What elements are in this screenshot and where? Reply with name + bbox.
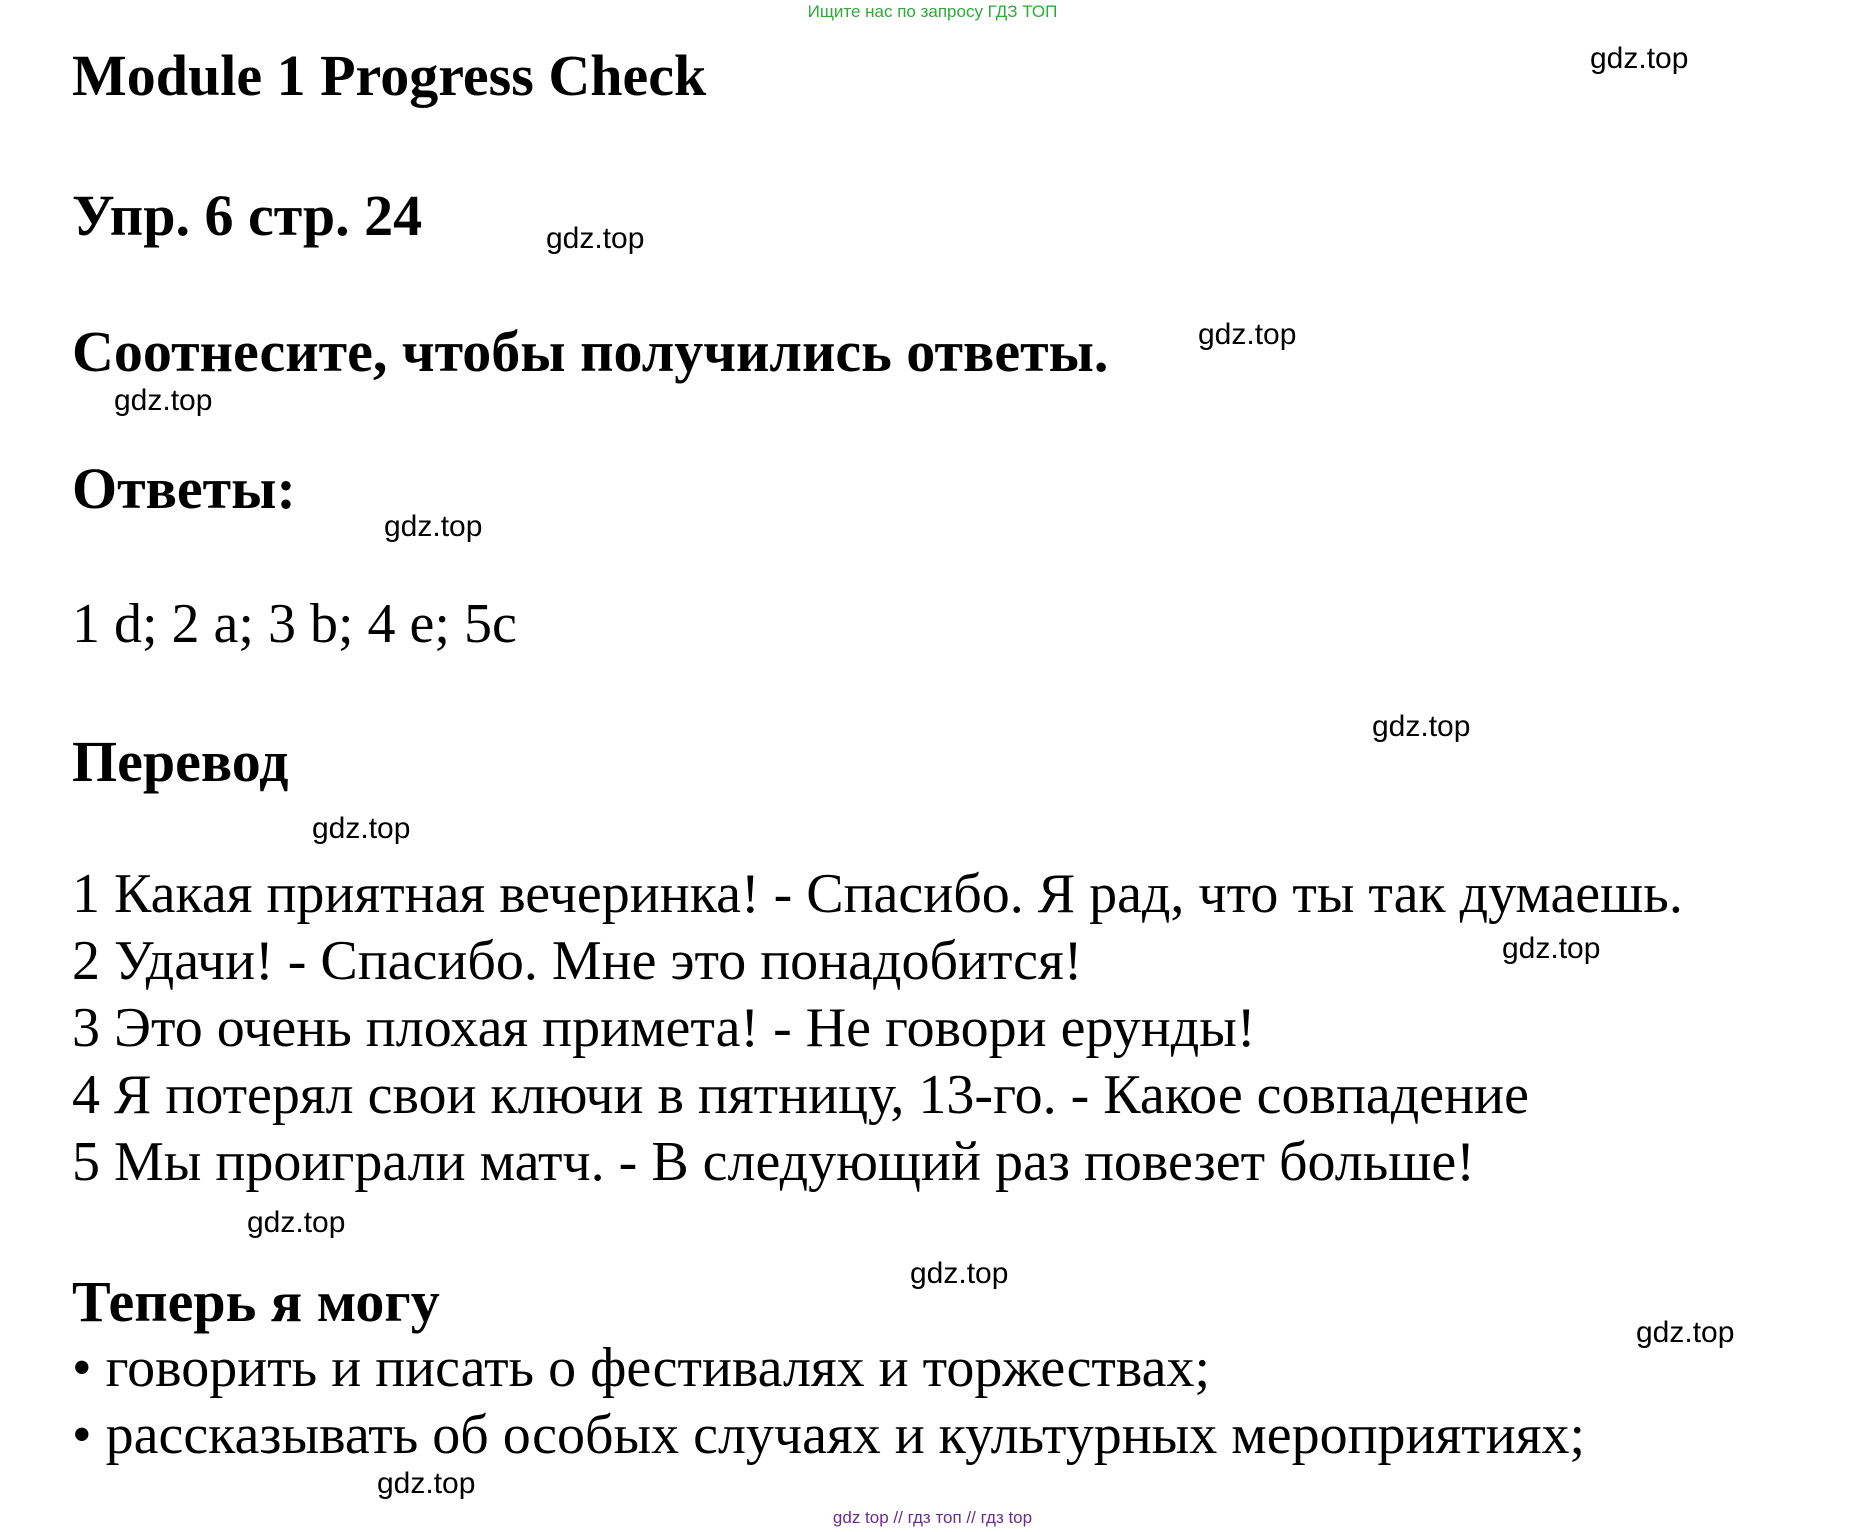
watermark: gdz.top: [1636, 1316, 1735, 1349]
translation-line-3: 3 Это очень плохая примета! - Не говори ерунды!: [72, 997, 1256, 1059]
watermark: gdz.top: [546, 222, 645, 255]
top-banner: Ищите нас по запросу ГДЗ ТОП: [807, 2, 1058, 21]
answers-line: 1 d; 2 a; 3 b; 4 e; 5c: [72, 593, 517, 655]
watermark: gdz.top: [377, 1467, 476, 1500]
now-item-1: • говорить и писать о фестивалях и торжествах;: [72, 1337, 1211, 1399]
translation-line-4: 4 Я потерял свои ключи в пятницу, 13-го. - Какое совпадение: [72, 1064, 1529, 1126]
translation-line-1: 1 Какая приятная вечеринка! - Спасибо. Я рад, что ты так думаешь.: [72, 863, 1683, 925]
watermark: gdz.top: [114, 384, 213, 417]
now-heading: Теперь я могу: [72, 1269, 440, 1334]
watermark: gdz.top: [1502, 932, 1601, 965]
instruction-heading: Соотнесите, чтобы получились ответы.: [72, 319, 1109, 384]
translation-line-2: 2 Удачи! - Спасибо. Мне это понадобится!: [72, 930, 1083, 992]
watermark: gdz.top: [1372, 710, 1471, 743]
answers-heading: Ответы:: [72, 456, 296, 521]
translation-line-5: 5 Мы проиграли матч. - В следующий раз повезет больше!: [72, 1131, 1475, 1193]
watermark: gdz.top: [1590, 42, 1689, 75]
watermark: gdz.top: [312, 812, 411, 845]
watermark: gdz.top: [247, 1206, 346, 1239]
page-title: Module 1 Progress Check: [72, 43, 707, 108]
watermark: gdz.top: [910, 1257, 1009, 1290]
footer-banner: gdz top // гдз топ // гдз top: [832, 1508, 1033, 1527]
now-item-2: • рассказывать об особых случаях и культурных мероприятиях;: [72, 1404, 1586, 1466]
exercise-heading: Упр. 6 стр. 24: [72, 183, 423, 248]
watermark: gdz.top: [384, 510, 483, 543]
watermark: gdz.top: [1198, 318, 1297, 351]
translation-heading: Перевод: [72, 729, 289, 794]
